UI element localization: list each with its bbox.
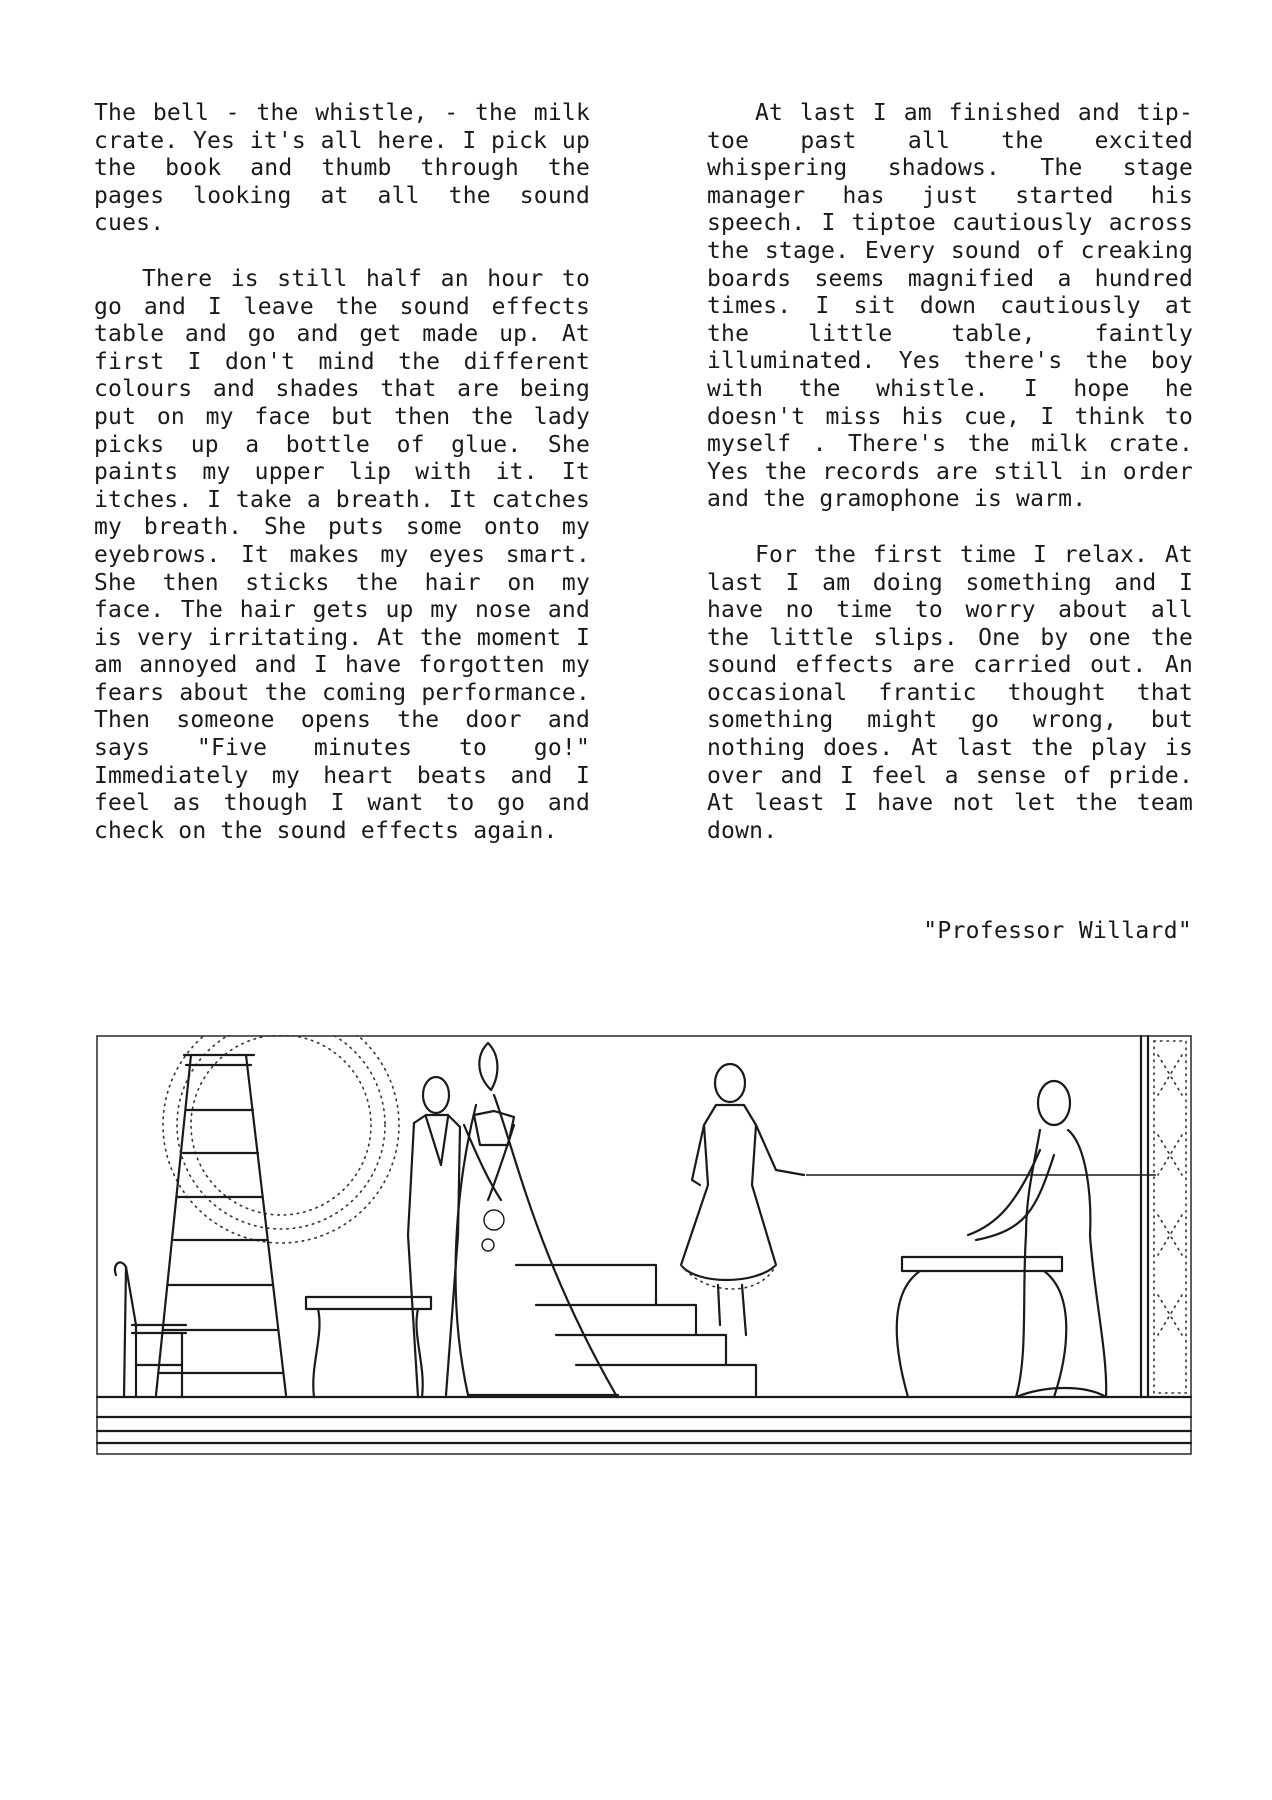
paragraph-4: For the first time I relax. At last I am doing something and I have no time to worry about all the little slips. One by one the sound effects are carried out. An occasional frantic thought that something might go wrong, but nothing does. At last the play is over and I feel a sense of pride. At least I have not let the team down.: [707, 541, 1193, 844]
paragraph-2: There is still half an hour to go and I leave the sound effects table and go and get made up. At first I don't mind the different colours and shades that are being put on my face but then the lady picks up a bottle of glue. She paints my upper lip with it. It itches. I take a breath. It catches my breath. She puts some onto my eyebrows. It makes my eyes smart. She then sticks the hair on my face. The hair gets up my nose and is very irritating. At the moment I am annoyed and I have forgotten my fears about the coming performance. Then someone opens the door and says "Five minutes to go!" Immediately my heart beats and I feel as though I want to go and check on the sound effects again.: [94, 265, 590, 844]
stage-floor: [97, 1397, 1191, 1443]
table-drawing: [897, 1257, 1067, 1397]
left-column: [94, 100, 590, 873]
woman-at-table-figure: [968, 1081, 1106, 1397]
halo-decoration: [163, 1035, 399, 1243]
right-column: [707, 100, 1193, 873]
ladder-drawing: [156, 1055, 286, 1395]
staircase-drawing: [516, 1265, 756, 1395]
author-signature: "Professor Willard": [923, 918, 1192, 944]
woman-on-stairs-figure: [681, 1064, 1156, 1335]
paragraph-1: The bell - the whistle, - the milk crate. Yes it's all here. I pick up the book and thumb through the pages looking at all the sound cues.: [94, 100, 590, 237]
paragraph-3: At last I am finished and tip-toe past all the excited whispering shadows. The stage manager has just started his speech. I tiptoe cautiously across the stage. Every sound of creaking boards seems magnified a hundred times. I sit down cautiously at the little table, faintly illuminated. Yes there's the boy with the whistle. I hope he doesn't miss his cue, I think to myself . There's the milk crate. Yes the records are still in order and the gramophone is warm.: [707, 100, 1193, 513]
curtain-drawing: [1141, 1036, 1186, 1397]
stage-scene-illustration: [96, 1035, 1192, 1455]
bride-figure: [456, 1043, 618, 1395]
groom-figure: [408, 1077, 460, 1397]
illustration-frame: [97, 1036, 1191, 1454]
